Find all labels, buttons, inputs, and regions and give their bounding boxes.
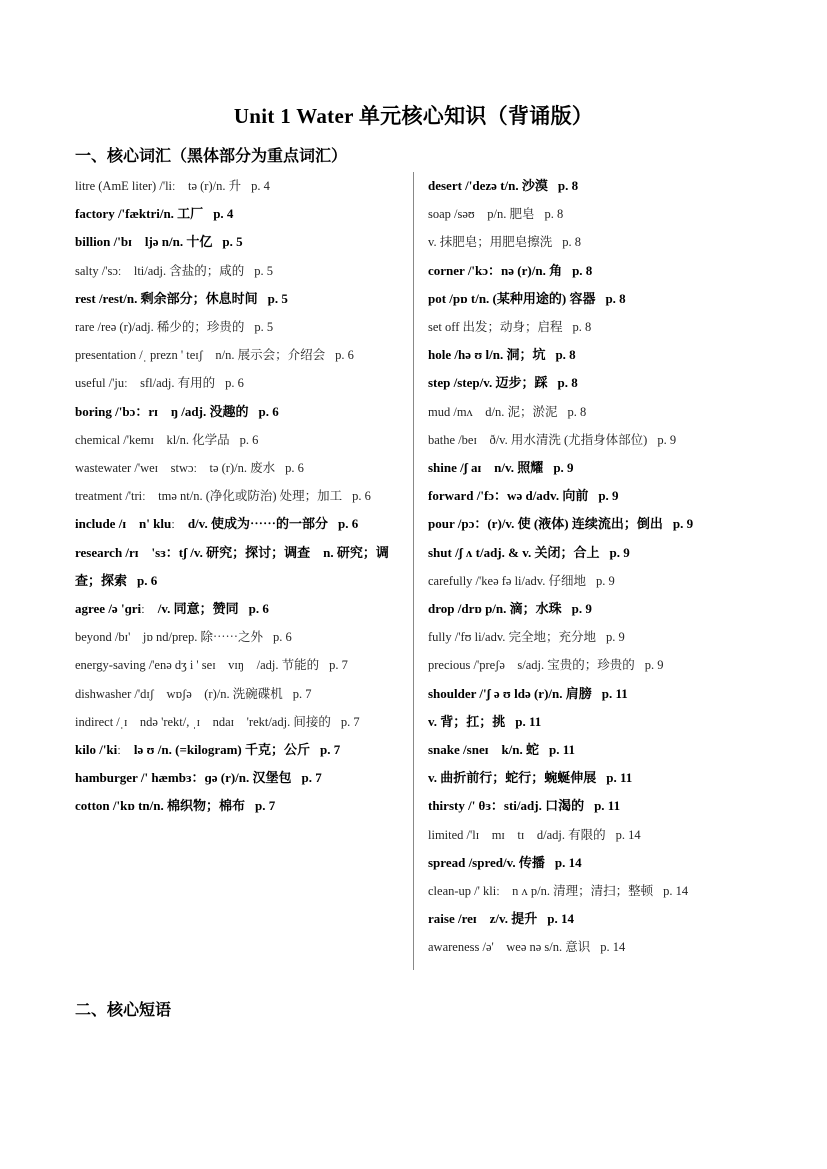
vocab-page-ref: p. 9 bbox=[595, 573, 615, 588]
vocab-page-ref: p. 14 bbox=[600, 940, 626, 955]
vocab-text: pour /pɔ：(r)/v. 使 (液体) 连续流出；倒出 bbox=[428, 516, 663, 532]
vocab-text: thirsty /' θɜ：sti/adj. 口渴的 bbox=[428, 798, 585, 814]
vocab-entry bbox=[75, 398, 398, 426]
vocab-text: factory /'fæktri/n. 工厂 bbox=[75, 206, 204, 222]
vocab-page-ref: p. 7 bbox=[254, 798, 276, 814]
vocab-page-ref: p. 9 bbox=[606, 630, 625, 645]
vocab-entry bbox=[75, 623, 398, 651]
vocab-page-ref: p. 6 bbox=[248, 601, 269, 617]
vocab-page-ref: p. 5 bbox=[267, 290, 288, 306]
vocab-page-ref: p. 9 bbox=[644, 658, 664, 673]
vocab-text: beyond /bɪ' jɒ nd/prep. 除⋯⋯之外 bbox=[75, 630, 263, 645]
vocab-entry bbox=[75, 595, 398, 623]
vocab-page-ref: p. 4 bbox=[251, 179, 270, 193]
vocab-entry bbox=[428, 510, 758, 538]
vocab-page-ref: p. 5 bbox=[222, 234, 243, 250]
vocab-text: soap /səʊ p/n. 肥皂 bbox=[428, 207, 535, 222]
vocab-text: clean-up /' kliː n ʌ p/n. 清理；清扫；整顿 bbox=[428, 884, 654, 899]
vocab-text: rest /rest/n. 剩余部分；休息时间 bbox=[75, 290, 258, 306]
column-divider bbox=[413, 172, 414, 970]
vocab-entry bbox=[428, 257, 758, 285]
vocab-text: hole /hə ʊ l/n. 洞；坑 bbox=[428, 347, 546, 363]
vocab-page-ref: p. 6 bbox=[337, 516, 359, 532]
vocab-entry bbox=[75, 313, 398, 341]
vocab-entry bbox=[75, 736, 398, 764]
vocab-text: shoulder /'ʃ ə ʊ ldə (r)/n. 肩膀 bbox=[428, 685, 592, 701]
vocab-entry bbox=[428, 398, 758, 426]
vocab-entry bbox=[428, 849, 758, 877]
vocab-page-ref: p. 7 bbox=[301, 770, 322, 786]
vocab-text: forward /'fɔ：wə d/adv. 向前 bbox=[428, 488, 589, 504]
vocab-entry bbox=[75, 764, 398, 792]
vocab-page-ref: p. 11 bbox=[601, 685, 628, 701]
vocab-page-ref: p. 11 bbox=[594, 798, 621, 814]
vocab-page-ref: p. 11 bbox=[515, 713, 542, 729]
vocab-entry bbox=[75, 426, 398, 454]
vocab-entry bbox=[75, 200, 398, 228]
vocab-entry bbox=[428, 905, 758, 933]
vocab-entry bbox=[75, 510, 398, 538]
vocab-text: agree /ə 'ɡriː /v. 同意；赞同 bbox=[75, 601, 239, 617]
vocab-text: cotton /'kɒ tn/n. 棉织物；棉布 bbox=[75, 798, 245, 814]
vocab-text: chemical /'kemɪ kl/n. 化学品 bbox=[75, 432, 230, 447]
vocab-text: bathe /beɪ ð/v. 用水清洗 (尤指身体部位) bbox=[428, 432, 648, 447]
vocab-text: shut /ʃ ʌ t/adj. & v. 关闭；合上 bbox=[428, 544, 600, 560]
vocab-page-ref: p. 8 bbox=[572, 262, 593, 278]
vocab-page-ref: p. 7 bbox=[320, 742, 341, 758]
vocab-entry bbox=[75, 172, 398, 200]
vocab-text: salty /'sɔː lti/adj. 含盐的；咸的 bbox=[75, 263, 245, 278]
vocab-text: limited /'lɪ mɪ tɪ d/adj. 有限的 bbox=[428, 827, 606, 842]
vocab-entry bbox=[428, 172, 758, 200]
vocab-text: v. 抹肥皂；用肥皂擦洗 bbox=[428, 235, 553, 250]
vocab-entry bbox=[75, 257, 398, 285]
vocab-text: carefully /'keə fə li/adv. 仔细地 bbox=[428, 573, 586, 588]
vocab-text: step /step/v. 迈步；踩 bbox=[428, 375, 548, 391]
vocab-text: set off 出发；动身；启程 bbox=[428, 320, 563, 335]
vocab-text: precious /'preʃə s/adj. 宝贵的；珍贵的 bbox=[428, 658, 635, 673]
vocab-entry bbox=[75, 369, 398, 397]
vocab-page-ref: p. 14 bbox=[615, 827, 641, 842]
vocab-page-ref: p. 6 bbox=[137, 572, 158, 588]
vocab-entry bbox=[428, 623, 758, 651]
vocab-page-ref: p. 5 bbox=[254, 263, 274, 278]
vocab-text: presentation /ˌ prezn ' teɪʃ n/n. 展示会；介绍会 bbox=[75, 348, 326, 363]
vocab-page-ref: p. 7 bbox=[340, 714, 360, 729]
vocab-entry bbox=[428, 933, 758, 961]
vocab-entry bbox=[75, 285, 398, 313]
vocab-entry bbox=[75, 482, 398, 510]
page-title: Unit 1 Water 单元核心知识（背诵版） bbox=[233, 104, 594, 128]
vocab-page-ref: p. 6 bbox=[285, 461, 304, 476]
vocab-page-ref: p. 8 bbox=[557, 375, 578, 391]
vocab-entry bbox=[428, 708, 758, 736]
vocab-entry bbox=[428, 482, 758, 510]
vocab-page-ref: p. 14 bbox=[554, 854, 582, 870]
vocab-page-ref: p. 9 bbox=[553, 460, 574, 476]
vocab-text: include /ɪ n' kluː d/v. 使成为⋯⋯的一部分 bbox=[75, 516, 328, 532]
vocab-page-ref: p. 7 bbox=[329, 658, 348, 673]
vocab-page-ref: p. 4 bbox=[213, 206, 234, 222]
vocab-column-right bbox=[428, 172, 758, 962]
vocab-text: dishwasher /'dɪʃ wɒʃə (r)/n. 洗碗碟机 bbox=[75, 686, 283, 701]
vocab-text: corner /'kɔ：nə (r)/n. 角 bbox=[428, 262, 563, 278]
vocab-text: treatment /'triː tmə nt/n. (净化或防治) 处理；加工 bbox=[75, 489, 343, 504]
vocab-page-ref: p. 9 bbox=[657, 432, 677, 447]
vocab-entry bbox=[428, 567, 758, 595]
vocab-page-ref: p. 14 bbox=[663, 884, 689, 899]
vocab-entry bbox=[428, 792, 758, 820]
vocab-page-ref: p. 9 bbox=[609, 544, 630, 560]
vocab-page-ref: p. 5 bbox=[254, 320, 274, 335]
vocab-page-ref: p. 6 bbox=[352, 489, 371, 504]
vocab-entry bbox=[75, 792, 398, 820]
vocab-entry bbox=[75, 680, 398, 708]
vocab-entry bbox=[428, 680, 758, 708]
vocab-page-ref: p. 6 bbox=[272, 630, 292, 645]
vocab-page-ref: p. 6 bbox=[239, 432, 259, 447]
vocab-entry bbox=[428, 285, 758, 313]
vocab-page-ref: p. 8 bbox=[605, 290, 626, 306]
section-heading-vocabulary: 一、核心词汇（黑体部分为重点词汇） bbox=[75, 148, 348, 165]
vocab-page-ref: p. 6 bbox=[335, 348, 354, 363]
vocab-text: awareness /ə' weə nə s/n. 意识 bbox=[428, 940, 591, 955]
vocab-page-ref: p. 8 bbox=[567, 404, 587, 419]
vocab-page-ref: p. 9 bbox=[598, 488, 619, 504]
vocab-entry bbox=[75, 341, 398, 369]
vocab-entry bbox=[428, 454, 758, 482]
vocab-page-ref: p. 9 bbox=[571, 601, 592, 617]
vocab-entry bbox=[428, 877, 758, 905]
vocab-text: fully /'fʊ li/adv. 完全地；充分地 bbox=[428, 630, 597, 645]
vocab-page-ref: p. 6 bbox=[225, 376, 244, 391]
vocab-page-ref: p. 8 bbox=[544, 207, 564, 222]
vocab-text: boring /'bɔ：rɪ ŋ /adj. 没趣的 bbox=[75, 403, 249, 419]
vocab-text: mud /mʌ d/n. 泥；淤泥 bbox=[428, 404, 558, 419]
section-heading-phrases: 二、核心短语 bbox=[75, 1002, 172, 1019]
vocab-entry bbox=[75, 454, 398, 482]
vocab-entry bbox=[75, 539, 398, 595]
vocab-entry bbox=[75, 651, 398, 679]
vocab-text: raise /reɪ z/v. 提升 bbox=[428, 911, 538, 927]
vocab-page-ref: p. 8 bbox=[555, 347, 576, 363]
vocab-page-ref: p. 8 bbox=[557, 178, 579, 193]
vocab-text: spread /spred/v. 传播 bbox=[428, 854, 545, 870]
vocab-page-ref: p. 9 bbox=[672, 516, 694, 532]
vocab-entry bbox=[428, 764, 758, 792]
vocab-entry bbox=[428, 228, 758, 256]
vocab-text: useful /'juː sfl/adj. 有用的 bbox=[75, 376, 216, 391]
vocab-page-ref: p. 11 bbox=[606, 770, 633, 786]
vocab-text: pot /pɒ t/n. (某种用途的) 容器 bbox=[428, 290, 596, 306]
vocab-entry bbox=[75, 228, 398, 256]
vocab-entry bbox=[428, 426, 758, 454]
vocab-entry bbox=[428, 651, 758, 679]
vocab-entry bbox=[428, 313, 758, 341]
vocab-page-ref: p. 7 bbox=[292, 686, 312, 701]
vocab-text: energy-saving /'enə dʒ i ' seɪ vɪŋ /adj. 节能的 bbox=[75, 658, 320, 673]
vocab-text: billion /'bɪ ljə n/n. 十亿 bbox=[75, 234, 213, 250]
vocab-text: v. 背；扛；挑 bbox=[428, 713, 506, 729]
vocab-text: litre (AmE liter) /'liː tə (r)/n. 升 bbox=[75, 179, 242, 193]
vocab-entry bbox=[428, 369, 758, 397]
vocab-entry bbox=[428, 736, 758, 764]
vocab-text: shine /ʃ aɪ n/v. 照耀 bbox=[428, 460, 544, 476]
vocab-text: rare /reə (r)/adj. 稀少的；珍贵的 bbox=[75, 320, 245, 335]
vocab-text: research /rɪ 'sɜ：tʃ /v. 研究；探讨；调查 n. 研究；调查；探索 bbox=[75, 544, 389, 588]
vocab-entry bbox=[428, 539, 758, 567]
vocab-text: kilo /'kiː lə ʊ /n. (=kilogram) 千克；公斤 bbox=[75, 742, 310, 758]
vocab-text: drop /drɒ p/n. 滴；水珠 bbox=[428, 601, 562, 617]
vocab-text: wastewater /'weɪ stwɔː tə (r)/n. 废水 bbox=[75, 461, 276, 476]
vocab-column-left bbox=[75, 172, 398, 821]
vocab-page-ref: p. 8 bbox=[572, 320, 592, 335]
vocab-text: hamburger /' hæmbɜ：ɡə (r)/n. 汉堡包 bbox=[75, 770, 292, 786]
vocab-page-ref: p. 6 bbox=[258, 403, 279, 419]
vocab-entry bbox=[428, 200, 758, 228]
vocab-page-ref: p. 14 bbox=[547, 911, 575, 927]
vocab-text: indirect /ˌɪ ndə 'rekt/, ˌɪ ndaɪ 'rekt/adj. 间接的 bbox=[75, 714, 331, 729]
vocab-entry bbox=[428, 341, 758, 369]
vocab-text: desert /'dezə t/n. 沙漠 bbox=[428, 178, 548, 193]
vocab-entry bbox=[75, 708, 398, 736]
vocab-page-ref: p. 11 bbox=[549, 742, 576, 758]
vocab-text: snake /sneɪ k/n. 蛇 bbox=[428, 742, 540, 758]
vocab-page-ref: p. 8 bbox=[562, 235, 581, 250]
vocab-entry bbox=[428, 595, 758, 623]
vocab-text: v. 曲折前行；蛇行；蜿蜒伸展 bbox=[428, 770, 597, 786]
vocab-entry bbox=[428, 821, 758, 849]
